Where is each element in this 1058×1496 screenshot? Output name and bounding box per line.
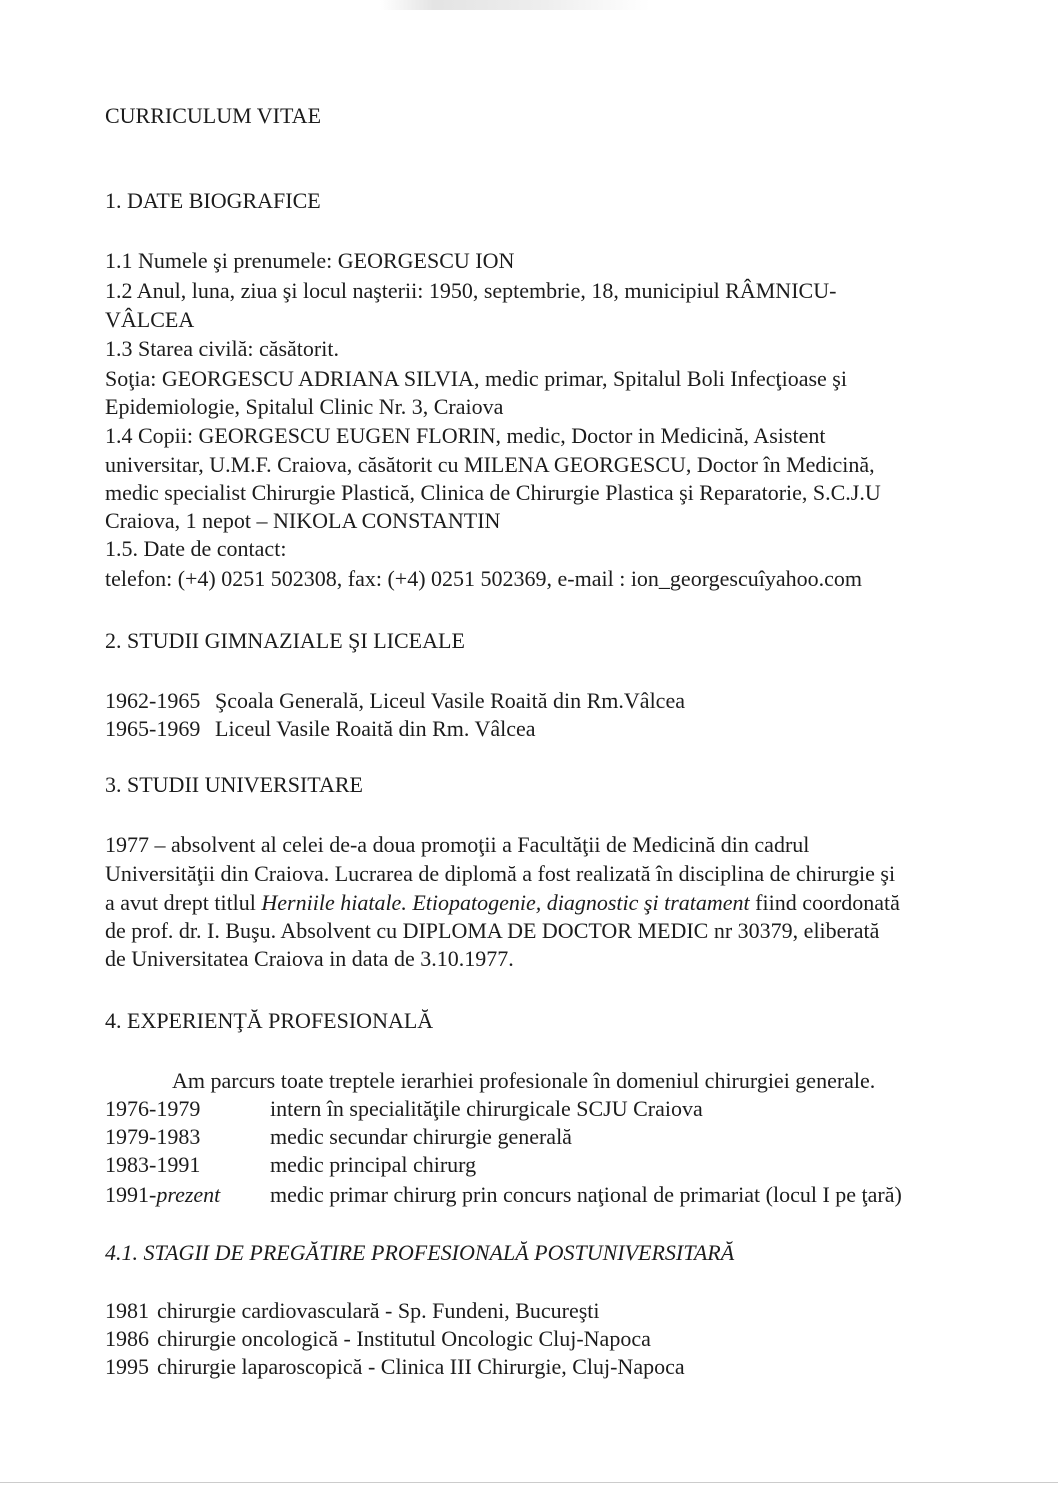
- years: 1991-: [105, 1182, 157, 1207]
- text-segment: fiind coordonată: [749, 890, 900, 915]
- training-row: [105, 1298, 600, 1324]
- text-line: de Universitatea Craiova in data de 3.10.1977.: [105, 946, 514, 971]
- study-row: [105, 716, 536, 742]
- training-row: [105, 1354, 685, 1380]
- text-line: 1.5. Date de contact:: [105, 536, 287, 561]
- scan-artifact: [380, 0, 650, 10]
- years: 1976-1979: [105, 1096, 201, 1121]
- study-text: Şcoala Generală, Liceul Vasile Roaită din Rm.Vâlcea: [215, 688, 685, 713]
- years: 1962-1965: [105, 688, 201, 713]
- text-line: 1.2 Anul, luna, ziua şi locul naşterii: 1950, septembrie, 18, municipiul RÂMNICU-: [105, 278, 837, 303]
- study-text: Liceul Vasile Roaită din Rm. Vâlcea: [215, 716, 536, 741]
- training-text: chirurgie cardiovasculară - Sp. Fundeni, Bucureşti: [157, 1298, 600, 1323]
- text-line: universitar, U.M.F. Craiova, căsătorit cu MILENA GEORGESCU, Doctor în Medicină,: [105, 452, 875, 477]
- text-line: 1977 – absolvent al celei de-a doua promoţii a Facultăţii de Medicină din cadrul: [105, 832, 810, 857]
- year: 1986: [105, 1326, 149, 1351]
- text-segment: a avut drept titlul: [105, 890, 262, 915]
- training-row: [105, 1326, 651, 1352]
- experience-row: [105, 1096, 703, 1122]
- text-line: 1.3 Starea civilă: căsătorit.: [105, 336, 339, 361]
- section-heading: 4. EXPERIENŢĂ PROFESIONALĂ: [105, 1008, 434, 1033]
- text-line: Universităţii din Craiova. Lucrarea de diplomă a fost realizată în disciplina de chirurgie şi: [105, 861, 896, 886]
- contact-line: telefon: (+4) 0251 502308, fax: (+4) 0251 502369, e-mail : ion_georgescuîyahoo.com: [105, 566, 862, 591]
- text-line: 1.1 Numele şi prenumele: GEORGESCU ION: [105, 248, 515, 273]
- section-heading: 2. STUDII GIMNAZIALE ŞI LICEALE: [105, 628, 465, 653]
- section-heading: 1. DATE BIOGRAFICE: [105, 188, 321, 213]
- text-line: de prof. dr. I. Buşu. Absolvent cu DIPLOMA DE DOCTOR MEDIC nr 30379, eliberată: [105, 918, 880, 943]
- year: 1981: [105, 1298, 149, 1323]
- text-line: Craiova, 1 nepot – NIKOLA CONSTANTIN: [105, 508, 501, 533]
- scan-edge-line: [0, 1482, 1058, 1483]
- training-text: chirurgie laparoscopică - Clinica III Chirurgie, Cluj-Napoca: [157, 1354, 685, 1379]
- years: 1979-1983: [105, 1124, 201, 1149]
- experience-text: medic principal chirurg: [270, 1152, 477, 1177]
- document-title: CURRICULUM VITAE: [105, 103, 322, 128]
- subsection-heading: 4.1. STAGII DE PREGĂTIRE PROFESIONALĂ POSTUNIVERSITARĂ: [105, 1240, 735, 1265]
- study-row: [105, 688, 685, 714]
- text-line: VÂLCEA: [105, 307, 195, 332]
- text-line: Soţia: GEORGESCU ADRIANA SILVIA, medic primar, Spitalul Boli Infecţioase şi: [105, 366, 847, 391]
- experience-text: medic primar chirurg prin concurs naţional de primariat (locul I pe ţară): [270, 1182, 902, 1207]
- experience-row: [105, 1124, 572, 1150]
- experience-text: intern în specialităţile chirurgicale SCJU Craiova: [270, 1096, 703, 1121]
- text-line: [105, 890, 900, 916]
- years: 1983-1991: [105, 1152, 201, 1177]
- years: 1965-1969: [105, 716, 201, 741]
- intro-line: Am parcurs toate treptele ierarhiei profesionale în domeniul chirurgiei generale.: [172, 1068, 876, 1093]
- thesis-title: Herniile hiatale. Etiopatogenie, diagnostic şi tratament: [261, 890, 750, 915]
- experience-row: [105, 1182, 902, 1208]
- text-line: medic specialist Chirurgie Plastică, Clinica de Chirurgie Plastica şi Reparatorie, S.C.J.U: [105, 480, 881, 505]
- year: 1995: [105, 1354, 149, 1379]
- experience-text: medic secundar chirurgie generală: [270, 1124, 572, 1149]
- years-present: prezent: [156, 1182, 221, 1207]
- experience-row: [105, 1152, 476, 1178]
- section-heading: 3. STUDII UNIVERSITARE: [105, 772, 363, 797]
- training-text: chirurgie oncologică - Institutul Oncologic Cluj-Napoca: [157, 1326, 651, 1351]
- text-line: Epidemiologie, Spitalul Clinic Nr. 3, Craiova: [105, 394, 504, 419]
- text-line: 1.4 Copii: GEORGESCU EUGEN FLORIN, medic, Doctor in Medicină, Asistent: [105, 423, 826, 448]
